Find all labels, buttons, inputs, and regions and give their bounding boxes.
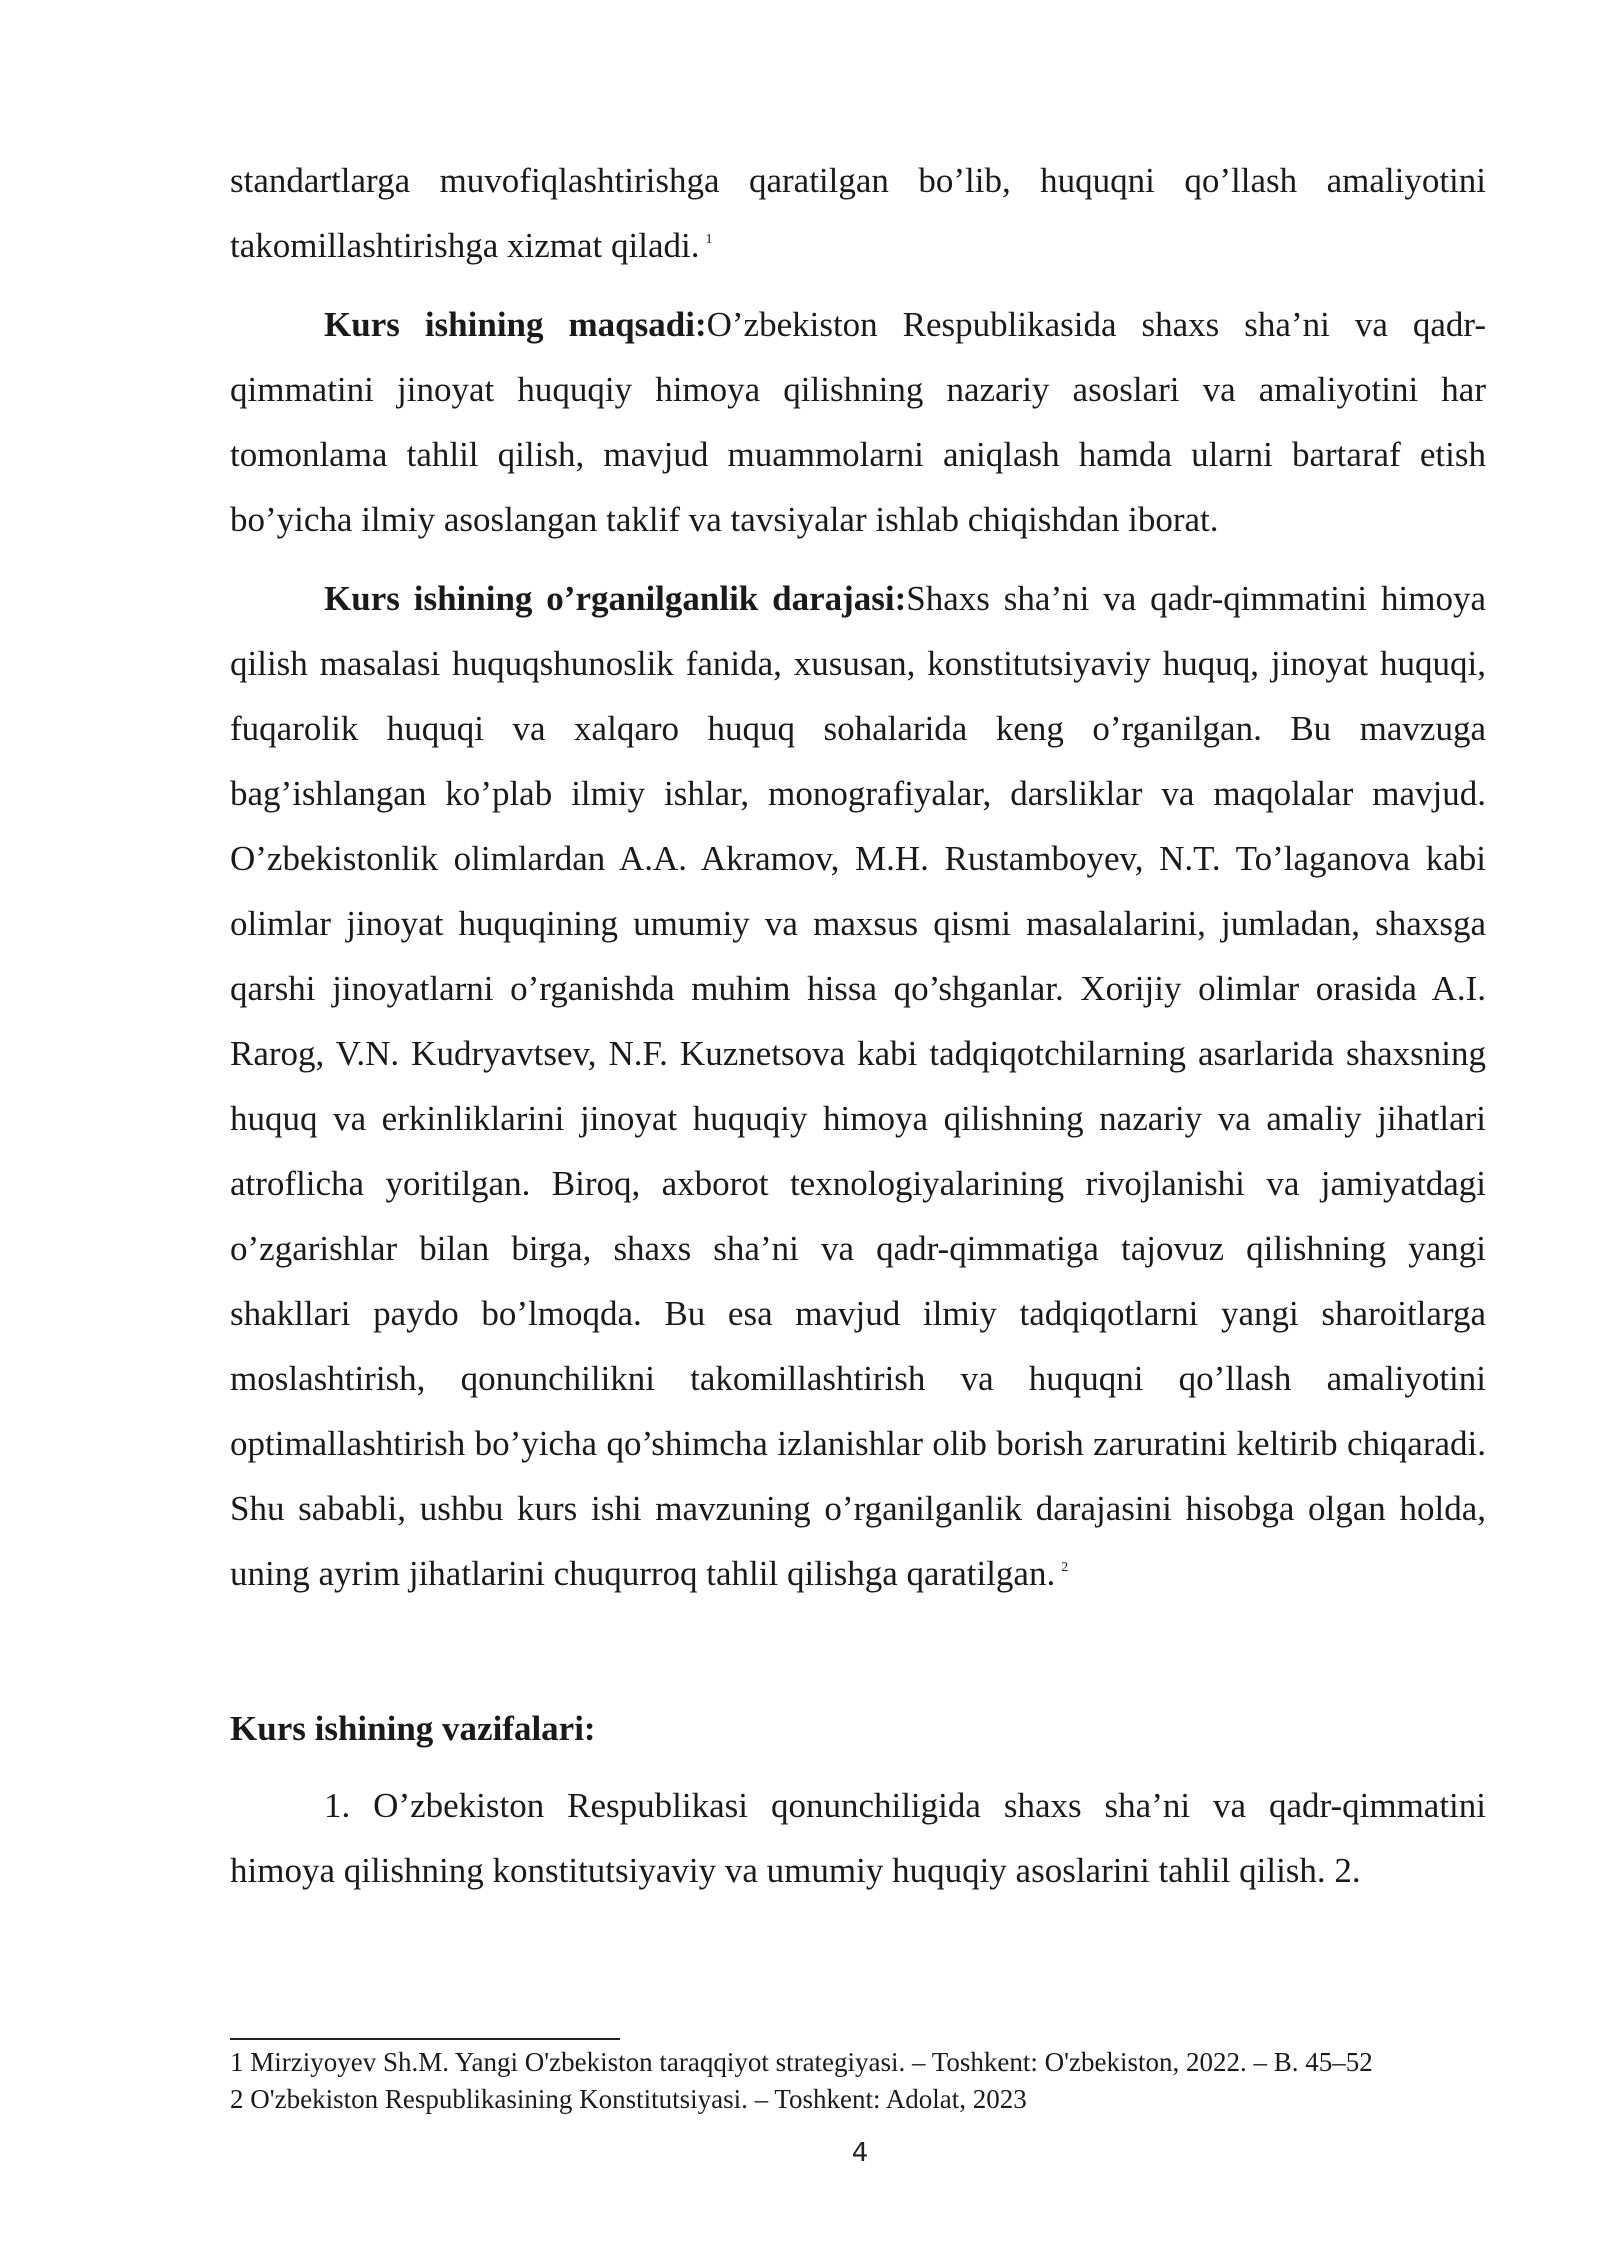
study-level-label: Kurs ishining o’rganilganlik darajasi: [324, 579, 907, 618]
study-level-text: Shaxs sha’ni va qadr-qimmatini himoya qilish masalasi huquqshunoslik fanida, xususan, konstitutsiyaviy huquq, jinoyat huquqi, fuqarolik huquqi va xalqaro huquq sohalarida keng o’rganilgan. Bu mavzuga bag’ishlangan ko’plab ilmiy ishlar, monografiyalar, darsliklar va maqolalar mavjud. O’zbekistonlik olimlardan A.A. Akramov, M.H. Rustamboyev, N.T. To’laganova kabi olimlar jinoyat huquqining umumiy va maxsus qismi masalalarini, jumladan, shaxsga qarshi jinoyatlarni o’rganishda muhim hissa qo’shganlar. Xorijiy olimlar orasida A.I. Rarog, V.N. Kudryavtsev, N.F. Kuznetsova kabi tadqiqotchilarning asarlarida shaxsning huquq va erkinliklarini jinoyat huquqiy himoya qilishning nazariy va amaliy jihatlari atroflicha yoritilgan. Biroq, axborot texnologiyalarining rivojlanishi va jamiyatdagi o’zgarishlar bilan birga, shaxs sha’ni va qadr-qimmatiga tajovuz qilishning yangi shakllari paydo bo’lmoqda. Bu esa mavjud ilmiy tadqiqotlarni yangi sharoitlarga moslashtirish, qonunchilikni takomillashtirish va huquqni qo’llash amaliyotini optimallashtirish bo’yicha qo’shimcha izlanishlar olib borish zaruratini keltirib chiqaradi. Shu sababli, ushbu kurs ishi mavzuning o’rganilganlik darajasini hisobga olgan holda, uning ayrim jihatlarini chuqurroq tahlil qilishga qaratilgan. [230, 579, 1486, 1593]
paragraph-text: standartlarga muvofiqlashtirishga qaratilgan bo’lib, huquqni qo’llash amaliyotini takomillashtirishga xizmat qiladi. [230, 161, 1486, 265]
document-body [230, 148, 1486, 1903]
paragraph-goal [230, 292, 1486, 552]
page-number: 4 [851, 2138, 869, 2168]
goal-label: Kurs ishining maqsadi: [324, 305, 707, 344]
footnote-separator [230, 2038, 620, 2040]
task-list-text: 1. O’zbekiston Respublikasi qonunchiligida shaxs sha’ni va qadr-qimmatini himoya qilishning konstitutsiyaviy va umumiy huquqiy asoslarini tahlil qilish. 2. [230, 1786, 1486, 1890]
paragraph-task-list [230, 1773, 1486, 1903]
goal-text: O’zbekiston Respublikasida shaxs sha’ni va qadr-qimmatini jinoyat huquqiy himoya qilishning nazariy asoslari va amaliyotini har tomonlama tahlil qilish, mavjud muammolarni aniqlash hamda ularni bartaraf etish bo’yicha ilmiy asoslangan taklif va tavsiyalar ishlab chiqishdan iborat. [230, 305, 1486, 539]
paragraph-intro-continuation [230, 148, 1486, 278]
section-heading-tasks: Kurs ishining vazifalari: [230, 1709, 596, 1748]
paragraph-study-level [230, 566, 1486, 1606]
footnote-reference-2: 2 [1061, 1560, 1069, 1575]
footnote-2: 2 O'zbekiston Respublikasining Konstitutsiyasi. – Toshkent: Adolat, 2023 [230, 2084, 1027, 2114]
footnote-1: 1 Mirziyoyev Sh.M. Yangi O'zbekiston taraqqiyot strategiyasi. – Toshkent: O'zbekiston, 2022. – B. 45–52 [230, 2047, 1373, 2077]
footnotes [230, 2044, 1490, 2118]
footnote-reference-1: 1 [705, 232, 713, 247]
